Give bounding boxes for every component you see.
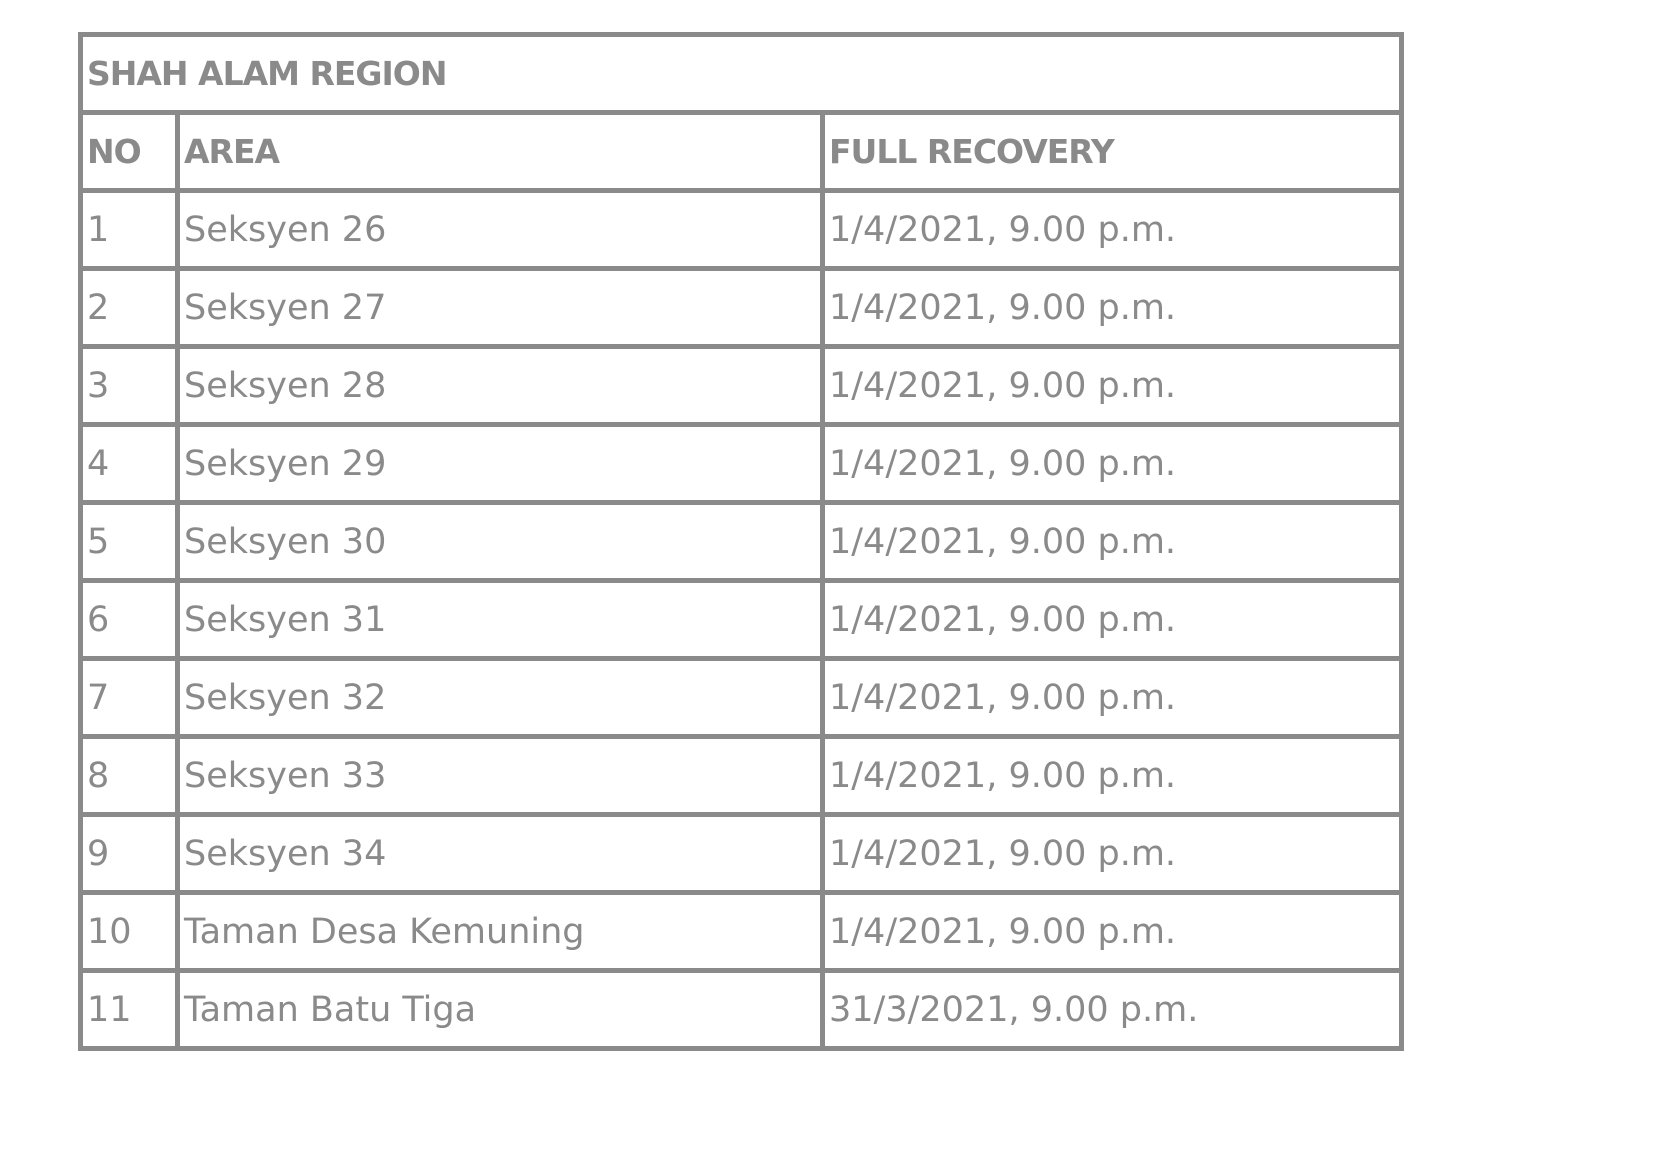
cell-full-recovery: 1/4/2021, 9.00 p.m. [823, 659, 1402, 737]
cell-area: Seksyen 27 [178, 269, 823, 347]
cell-no: 2 [81, 269, 178, 347]
recovery-table [78, 32, 1404, 1051]
column-header-no: NO [81, 113, 178, 191]
column-header-row [81, 113, 1402, 191]
region-title-row [81, 35, 1402, 113]
cell-no: 6 [81, 581, 178, 659]
cell-full-recovery: 1/4/2021, 9.00 p.m. [823, 815, 1402, 893]
column-header-full-recovery: FULL RECOVERY [823, 113, 1402, 191]
cell-area: Taman Desa Kemuning [178, 893, 823, 971]
cell-area: Seksyen 33 [178, 737, 823, 815]
cell-no: 9 [81, 815, 178, 893]
cell-area: Seksyen 28 [178, 347, 823, 425]
table-row [81, 815, 1402, 893]
table-row [81, 893, 1402, 971]
cell-no: 10 [81, 893, 178, 971]
table-head [81, 35, 1402, 191]
table-row [81, 347, 1402, 425]
cell-no: 7 [81, 659, 178, 737]
table-row [81, 971, 1402, 1049]
cell-full-recovery: 1/4/2021, 9.00 p.m. [823, 191, 1402, 269]
cell-full-recovery: 1/4/2021, 9.00 p.m. [823, 581, 1402, 659]
table-body [81, 191, 1402, 1049]
column-header-area: AREA [178, 113, 823, 191]
cell-no: 11 [81, 971, 178, 1049]
table-row [81, 269, 1402, 347]
cell-full-recovery: 1/4/2021, 9.00 p.m. [823, 425, 1402, 503]
cell-no: 8 [81, 737, 178, 815]
cell-no: 1 [81, 191, 178, 269]
cell-area: Seksyen 29 [178, 425, 823, 503]
cell-no: 4 [81, 425, 178, 503]
cell-full-recovery: 1/4/2021, 9.00 p.m. [823, 347, 1402, 425]
cell-area: Seksyen 26 [178, 191, 823, 269]
cell-area: Seksyen 34 [178, 815, 823, 893]
cell-area: Seksyen 31 [178, 581, 823, 659]
table-row [81, 659, 1402, 737]
cell-no: 5 [81, 503, 178, 581]
table-row [81, 191, 1402, 269]
table-row [81, 737, 1402, 815]
cell-no: 3 [81, 347, 178, 425]
cell-area: Seksyen 32 [178, 659, 823, 737]
cell-full-recovery: 1/4/2021, 9.00 p.m. [823, 503, 1402, 581]
cell-full-recovery: 1/4/2021, 9.00 p.m. [823, 893, 1402, 971]
cell-area: Taman Batu Tiga [178, 971, 823, 1049]
cell-full-recovery: 31/3/2021, 9.00 p.m. [823, 971, 1402, 1049]
table-row [81, 425, 1402, 503]
cell-area: Seksyen 30 [178, 503, 823, 581]
table-row [81, 503, 1402, 581]
region-title: SHAH ALAM REGION [81, 35, 1402, 113]
cell-full-recovery: 1/4/2021, 9.00 p.m. [823, 269, 1402, 347]
cell-full-recovery: 1/4/2021, 9.00 p.m. [823, 737, 1402, 815]
table-row [81, 581, 1402, 659]
